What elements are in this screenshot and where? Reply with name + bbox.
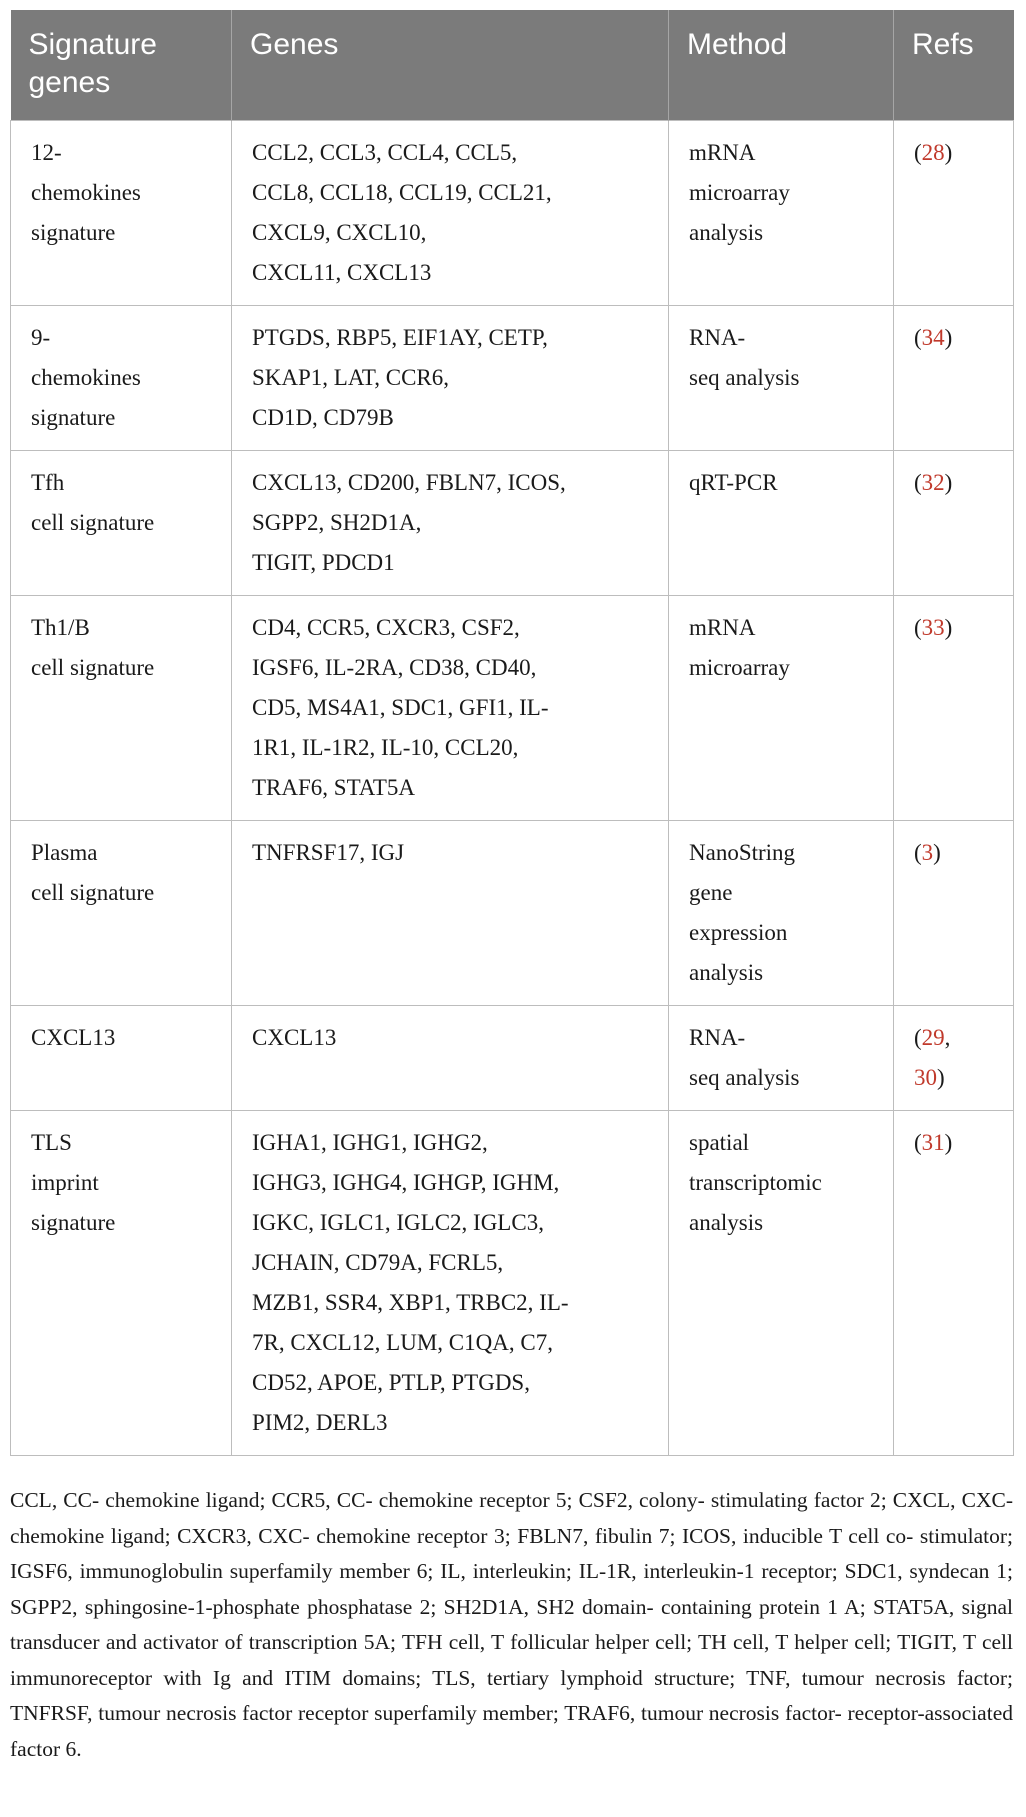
ref-open: ( <box>914 140 922 165</box>
method-line: analysis <box>689 960 764 985</box>
ref-close: ) <box>944 470 953 495</box>
signature-name-line: imprint <box>31 1170 99 1195</box>
genes-line: CXCL9, CXCL10, <box>252 220 427 245</box>
ref-link[interactable]: 28 <box>921 140 945 165</box>
ref-link[interactable]: 31 <box>921 1130 945 1155</box>
method-line: analysis <box>689 220 764 245</box>
ref-close: ) <box>944 1130 953 1155</box>
refs-cell <box>894 121 1014 306</box>
ref-link[interactable]: 34 <box>921 325 945 350</box>
genes-cell <box>232 821 669 1006</box>
signature-name-cell <box>11 1111 232 1456</box>
signature-name-cell <box>11 451 232 596</box>
refs-cell <box>894 451 1014 596</box>
genes-cell <box>232 1006 669 1111</box>
method-line: mRNA <box>689 615 756 640</box>
method-line: mRNA <box>689 140 756 165</box>
genes-line: CCL2, CCL3, CCL4, CCL5, <box>252 140 518 165</box>
ref-close: ) <box>944 615 953 640</box>
table-row <box>11 121 1014 306</box>
signature-name-line: chemokines <box>31 365 141 390</box>
signature-name-line: CXCL13 <box>31 1025 116 1050</box>
signature-name-line: 12- <box>31 140 62 165</box>
table-row <box>11 1006 1014 1111</box>
ref-line <box>914 133 993 173</box>
genes-line: CXCL11, CXCL13 <box>252 260 432 285</box>
method-line: expression <box>689 920 788 945</box>
genes-line: IGSF6, IL-2RA, CD38, CD40, <box>252 655 537 680</box>
ref-line <box>914 463 993 503</box>
ref-line <box>914 318 993 358</box>
method-cell <box>669 596 894 821</box>
signature-genes-table <box>10 10 1014 1456</box>
genes-cell <box>232 121 669 306</box>
signature-name-line: chemokines <box>31 180 141 205</box>
signature-name-line: Plasma <box>31 840 98 865</box>
genes-line: IGHA1, IGHG1, IGHG2, <box>252 1130 488 1155</box>
header-refs: Refs <box>894 10 1014 121</box>
genes-line: 7R, CXCL12, LUM, C1QA, C7, <box>252 1330 553 1355</box>
refs-cell <box>894 1111 1014 1456</box>
signature-name-line: cell signature <box>31 510 155 535</box>
signature-name-line: 9- <box>31 325 51 350</box>
method-line: RNA- <box>689 1025 746 1050</box>
table-row <box>11 1111 1014 1456</box>
method-line: analysis <box>689 1210 764 1235</box>
genes-line: CD52, APOE, PTLP, PTGDS, <box>252 1370 530 1395</box>
genes-cell <box>232 306 669 451</box>
ref-open: ( <box>914 1025 922 1050</box>
genes-line: TIGIT, PDCD1 <box>252 550 395 575</box>
signature-name-line: TLS <box>31 1130 72 1155</box>
genes-line: CCL8, CCL18, CCL19, CCL21, <box>252 180 552 205</box>
genes-line: IGKC, IGLC1, IGLC2, IGLC3, <box>252 1210 544 1235</box>
method-line: RNA- <box>689 325 746 350</box>
method-line: microarray <box>689 180 790 205</box>
genes-line: SKAP1, LAT, CCR6, <box>252 365 450 390</box>
signature-name-line: Tfh <box>31 470 65 495</box>
signature-name-line: Th1/B <box>31 615 90 640</box>
genes-line: PTGDS, RBP5, EIF1AY, CETP, <box>252 325 548 350</box>
table-row <box>11 451 1014 596</box>
genes-cell <box>232 1111 669 1456</box>
signature-name-cell <box>11 821 232 1006</box>
method-cell <box>669 1006 894 1111</box>
table-row <box>11 306 1014 451</box>
signature-name-line: signature <box>31 1210 116 1235</box>
table-header <box>11 10 1014 121</box>
genes-cell <box>232 451 669 596</box>
header-row <box>11 10 1014 121</box>
method-cell <box>669 1111 894 1456</box>
table-row <box>11 821 1014 1006</box>
genes-line: 1R1, IL-1R2, IL-10, CCL20, <box>252 735 519 760</box>
method-line: seq analysis <box>689 365 800 390</box>
genes-line: IGHG3, IGHG4, IGHGP, IGHM, <box>252 1170 560 1195</box>
ref-line <box>914 1058 993 1098</box>
signature-name-cell <box>11 596 232 821</box>
method-cell <box>669 306 894 451</box>
ref-line <box>914 608 993 648</box>
refs-cell <box>894 596 1014 821</box>
ref-line <box>914 1123 993 1163</box>
ref-line <box>914 833 993 873</box>
genes-line: TRAF6, STAT5A <box>252 775 416 800</box>
table-footnote: CCL, CC- chemokine ligand; CCR5, CC- chemokine receptor 5; CSF2, colony- stimulating factor 2; CXCL, CXC- chemokine ligand; CXCR3, CXC- chemokine receptor 3; FBLN7, fibulin 7; ICOS, inducible T cell co- stimulator; IGSF6, immunoglobulin superfamily member 6; IL, interleukin; IL-1R, interleukin-1 receptor; SDC1, syndecan 1; SGPP2, sphingosine-1-phosphate phosphatase 2; SH2D1A, SH2 domain- containing protein 1 A; STAT5A, signal transducer and activator of transcription 5A; TFH cell, T follicular helper cell; TH cell, T helper cell; TIGIT, T cell immunoreceptor with Ig and ITIM domains; TLS, tertiary lymphoid structure; TNF, tumour necrosis factor; TNFRSF, tumour necrosis factor receptor superfamily member; TRAF6, tumour necrosis factor- receptor-associated factor 6. <box>10 1488 1013 1761</box>
method-cell <box>669 121 894 306</box>
ref-open: ( <box>914 325 922 350</box>
genes-line: CD1D, CD79B <box>252 405 394 430</box>
header-signature-genes: Signature genes <box>11 10 232 121</box>
method-line: NanoString <box>689 840 796 865</box>
ref-close: , <box>944 1025 951 1050</box>
signature-name-line: cell signature <box>31 655 155 680</box>
ref-open: ( <box>914 840 922 865</box>
ref-close: ) <box>944 325 953 350</box>
method-cell <box>669 821 894 1006</box>
ref-link[interactable]: 29 <box>921 1025 945 1050</box>
method-cell <box>669 451 894 596</box>
genes-line: MZB1, SSR4, XBP1, TRBC2, IL- <box>252 1290 569 1315</box>
refs-cell <box>894 821 1014 1006</box>
signature-name-line: cell signature <box>31 880 155 905</box>
signature-name-line: signature <box>31 405 116 430</box>
genes-line: CXCL13, CD200, FBLN7, ICOS, <box>252 470 566 495</box>
method-line: microarray <box>689 655 790 680</box>
ref-link[interactable]: 3 <box>921 840 934 865</box>
genes-line: CXCL13 <box>252 1025 337 1050</box>
header-genes: Genes <box>232 10 669 121</box>
ref-open: ( <box>914 615 922 640</box>
method-line: gene <box>689 880 733 905</box>
genes-cell <box>232 596 669 821</box>
ref-close: ) <box>933 840 941 865</box>
genes-line: SGPP2, SH2D1A, <box>252 510 422 535</box>
genes-line: CD5, MS4A1, SDC1, GFI1, IL- <box>252 695 549 720</box>
ref-open: ( <box>914 470 922 495</box>
ref-link[interactable]: 33 <box>921 615 945 640</box>
header-method: Method <box>669 10 894 121</box>
signature-name-cell <box>11 121 232 306</box>
signature-table-container <box>10 10 1013 1456</box>
ref-close: ) <box>944 140 953 165</box>
genes-line: PIM2, DERL3 <box>252 1410 388 1435</box>
ref-link[interactable]: 30 <box>914 1065 937 1090</box>
signature-name-line: signature <box>31 220 116 245</box>
method-line: seq analysis <box>689 1065 800 1090</box>
table-body <box>11 121 1014 1456</box>
signature-name-cell <box>11 1006 232 1111</box>
method-line: qRT-PCR <box>689 470 778 495</box>
refs-cell <box>894 306 1014 451</box>
method-line: transcriptomic <box>689 1170 822 1195</box>
genes-line: CD4, CCR5, CXCR3, CSF2, <box>252 615 520 640</box>
ref-close: ) <box>937 1065 945 1090</box>
table-row <box>11 596 1014 821</box>
ref-line <box>914 1018 993 1058</box>
genes-line: TNFRSF17, IGJ <box>252 840 405 865</box>
refs-cell <box>894 1006 1014 1111</box>
genes-line: JCHAIN, CD79A, FCRL5, <box>252 1250 504 1275</box>
signature-name-cell <box>11 306 232 451</box>
method-line: spatial <box>689 1130 750 1155</box>
ref-open: ( <box>914 1130 922 1155</box>
ref-link[interactable]: 32 <box>921 470 945 495</box>
